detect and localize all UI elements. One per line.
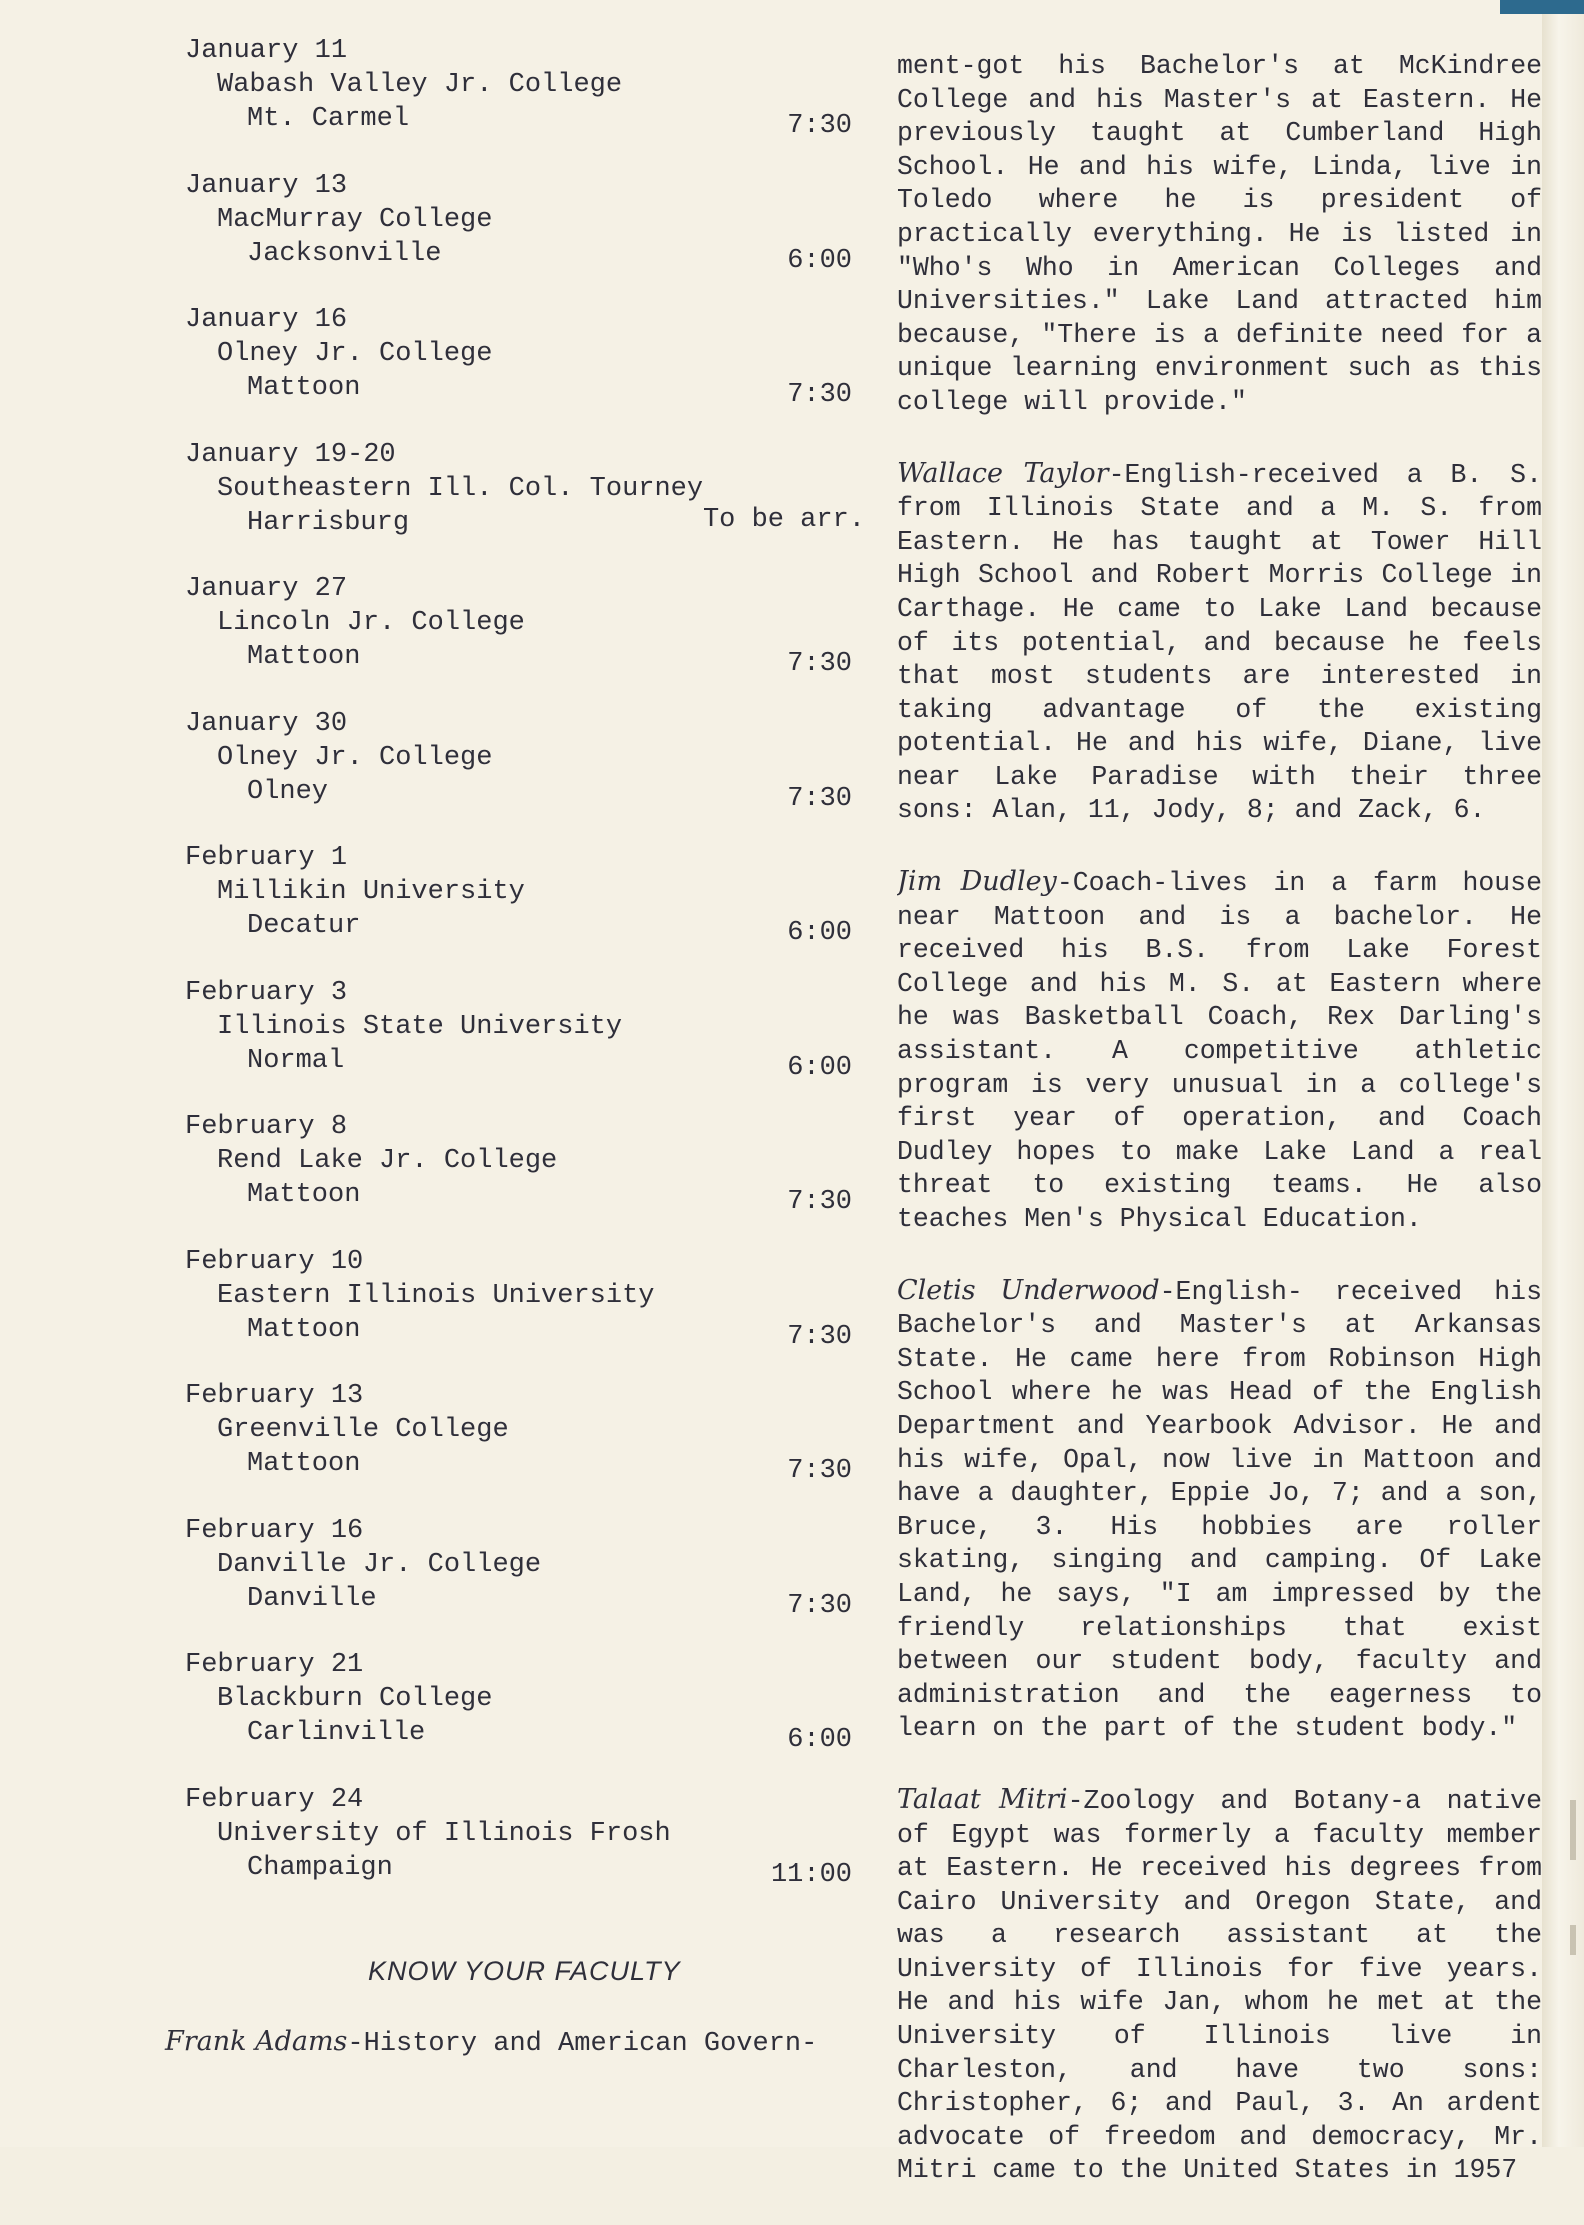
game-time: 6:00: [787, 918, 852, 948]
schedule-entry: [165, 566, 865, 701]
game-venue: Normal: [247, 1045, 345, 1076]
scan-artifact: [1570, 1925, 1576, 1955]
game-date: January 16: [185, 305, 348, 335]
game-time: 7:30: [787, 1187, 852, 1217]
game-venue: Mt. Carmel: [247, 104, 410, 134]
game-time: 11:00: [770, 1859, 852, 1890]
game-venue: Olney: [247, 776, 329, 807]
schedule-entry: [165, 1508, 865, 1643]
game-venue: Mattoon: [247, 1449, 361, 1479]
faculty-bio: [897, 1783, 1542, 2188]
game-time: 6:00: [787, 1725, 852, 1755]
schedule-entry: [165, 297, 865, 432]
faculty-bio-text: -Zoology and Botany-a native of Egypt was formerly a faculty member at Eastern. He received his degrees from Cairo University and Oregon State, and was a research assistant at the University of Illinois for five years. He and his wife Jan, whom he met at the University of Illinois live in Charleston, and have two sons: Christopher, 6; and Paul, 3. An ardent advocate of freedom and democracy, Mr. Mitri came to the United States in 1957: [897, 1785, 1542, 2186]
faculty-name: Talaat Mitri: [897, 1783, 1068, 1815]
game-date: January 27: [185, 574, 348, 604]
game-date: January 30: [185, 708, 348, 739]
game-date: February 3: [185, 977, 348, 1008]
game-time: 6:00: [787, 245, 852, 276]
faculty-bio-adams-continued: ment-got his Bachelor's at McKindree College and his Master's at Eastern. He previously taught at Cumberland High School. He and his wife, Linda, live in Toledo where he is president of practically everything. He is listed in "Who's Who in American Colleges and Universities." Lake Land attracted him because, "There is a definite need for a unique learning environment such as this college will provide.": [897, 51, 1542, 417]
game-opponent: Eastern Illinois University: [217, 1280, 655, 1311]
game-date: February 10: [185, 1246, 364, 1277]
game-venue: Harrisburg: [247, 507, 410, 538]
schedule-entry: [165, 432, 865, 567]
game-time: To be arr.: [702, 504, 865, 535]
schedule-entry: [165, 701, 865, 836]
game-opponent: MacMurray College: [217, 204, 493, 235]
game-date: February 24: [185, 1784, 364, 1815]
game-time: 7:30: [787, 1456, 852, 1486]
faculty-bio: [897, 1274, 1542, 1746]
faculty-bio-text: -Coach-lives in a farm house near Mattoon and is a bachelor. He received his B.S. from Lake Forest College and his M. S. at Eastern where he was Basketball Coach, Rex Darling's assistant. A competitive athletic program is very unusual in a college's first year of operation, and Coach Dudley hopes to make Lake Land a real threat to existing teams. He also teaches Men's Physical Education.: [897, 868, 1542, 1234]
game-opponent: Olney Jr. College: [217, 742, 493, 773]
schedule-entry: [165, 1373, 865, 1508]
game-time: 7:30: [787, 649, 852, 679]
game-opponent: Millikin University: [217, 877, 525, 907]
faculty-name: Wallace Taylor: [897, 457, 1109, 489]
game-date: January 13: [185, 170, 348, 201]
game-venue: Danville: [247, 1583, 377, 1614]
game-time: 7:30: [787, 1321, 852, 1352]
game-venue: Mattoon: [247, 373, 361, 403]
next-page-edge: [1542, 0, 1584, 2147]
game-time: 7:30: [787, 380, 852, 410]
faculty-bio-text: -English-received a B. S. from Illinois State and a M. S. from Eastern. He has taught at Tower Hill High School and Robert Morris College in Carthage. He came to Lake Land because of its potential, and because he feels that most students are interested in taking advantage of the existing potential. He and his wife, Diane, live near Lake Paradise with their three sons: Alan, 11, Jody, 8; and Zack, 6.: [897, 459, 1542, 826]
faculty-bio-adams-start: [165, 2024, 865, 2062]
faculty-bios-column: [897, 50, 1542, 2225]
schedule-entry: [165, 28, 865, 163]
schedule-entry: [165, 1239, 865, 1374]
faculty-bio-text: -History and American Govern-: [347, 2029, 818, 2059]
faculty-name: Jim Dudley: [897, 866, 1057, 898]
game-date: February 13: [185, 1381, 364, 1411]
schedule-entry: [165, 1777, 865, 1912]
schedule-entry: [165, 835, 865, 970]
game-date: January 19-20: [185, 439, 396, 470]
game-venue: Champaign: [247, 1852, 393, 1883]
cover-edge-strip: [1500, 0, 1584, 14]
game-opponent: Greenville College: [217, 1415, 509, 1445]
schedule-entry: [165, 163, 865, 298]
faculty-bio-text: -English- received his Bachelor's and Master's at Arkansas State. He came here from Robinson High School where he was Head of the English Department and Yearbook Advisor. He and his wife, Opal, now live in Mattoon and have a daughter, Eppie Jo, 7; and a son, Bruce, 3. His hobbies are roller skating, singing and camping. Of Lake Land, he says, "I am impressed by the friendly relationships that exist between our student body, faculty and administration and the eagerness to learn on the part of the student body.": [897, 1276, 1542, 1744]
game-opponent: Blackburn College: [217, 1684, 493, 1714]
game-venue: Decatur: [247, 911, 361, 941]
basketball-schedule: [165, 28, 865, 1911]
game-venue: Mattoon: [247, 1180, 361, 1210]
game-venue: Mattoon: [247, 642, 361, 672]
game-time: 7:30: [787, 111, 852, 141]
game-venue: Carlinville: [247, 1718, 426, 1748]
game-opponent: Olney Jr. College: [217, 339, 493, 369]
game-opponent: Lincoln Jr. College: [217, 608, 525, 638]
game-venue: Mattoon: [247, 1314, 361, 1345]
faculty-bio: [897, 457, 1542, 829]
section-heading: KNOW YOUR FACULTY: [368, 1956, 681, 1986]
schedule-entry: [165, 970, 865, 1105]
faculty-bio: [897, 865, 1542, 1237]
game-time: 7:30: [787, 783, 852, 814]
game-time: 6:00: [787, 1052, 852, 1083]
faculty-name: Frank Adams: [165, 2026, 348, 2057]
game-time: 7:30: [787, 1590, 852, 1621]
scan-artifact: [1570, 1800, 1576, 1860]
game-opponent: Danville Jr. College: [217, 1549, 542, 1580]
game-date: January 11: [185, 36, 348, 66]
game-opponent: University of Illinois Frosh: [217, 1818, 671, 1849]
game-opponent: Illinois State University: [217, 1011, 623, 1042]
game-date: February 21: [185, 1650, 364, 1680]
game-venue: Jacksonville: [247, 238, 442, 269]
game-date: February 8: [185, 1112, 348, 1142]
game-date: February 16: [185, 1515, 364, 1546]
schedule-entry: [165, 1104, 865, 1239]
game-date: February 1: [185, 843, 348, 873]
game-opponent: Rend Lake Jr. College: [217, 1146, 558, 1176]
faculty-name: Cletis Underwood: [897, 1274, 1160, 1306]
game-opponent: Southeastern Ill. Col. Tourney: [217, 473, 704, 504]
schedule-entry: [165, 1642, 865, 1777]
game-opponent: Wabash Valley Jr. College: [217, 70, 623, 100]
